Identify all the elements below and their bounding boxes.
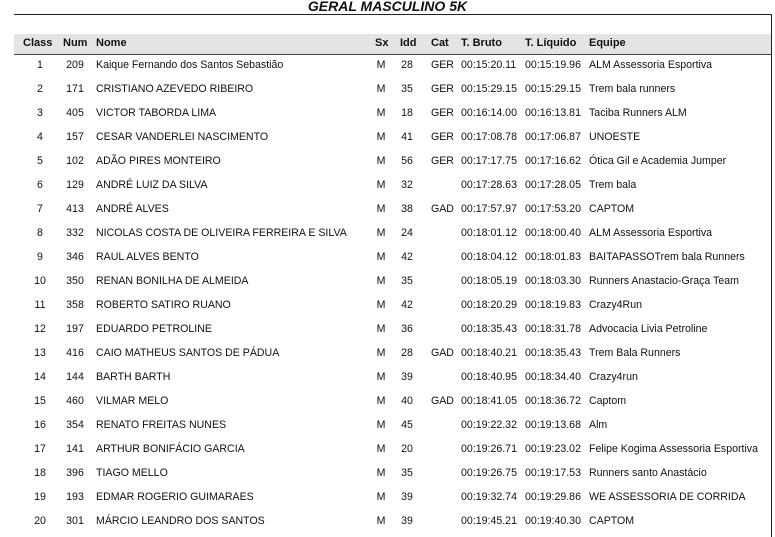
t-bruto-cell: 00:18:05.19 [461, 275, 517, 287]
t-bruto-cell: 00:18:40.21 [461, 347, 517, 359]
nome-cell: NICOLAS COSTA DE OLIVEIRA FERREIRA E SILVA [96, 227, 347, 239]
equipe-cell: CAPTOM [589, 515, 635, 527]
nome-cell: EDUARDO PETROLINE [96, 323, 212, 335]
t-liquido-cell: 00:18:35.43 [525, 347, 581, 359]
cat-cell: GER [431, 131, 454, 143]
num-cell: 193 [66, 491, 84, 503]
equipe-cell: Ótica Gil e Academia Jumper [589, 155, 727, 167]
t-liquido-cell: 00:19:23.02 [525, 443, 581, 455]
header-t-liquido: T. Líquido [525, 37, 577, 49]
equipe-cell: Advocacia Livia Petroline [589, 323, 708, 335]
num-cell: 171 [66, 83, 84, 95]
table-row [14, 222, 771, 246]
num-cell: 346 [66, 251, 84, 263]
t-liquido-cell: 00:15:19.96 [525, 59, 581, 71]
header-nome: Nome [96, 37, 127, 49]
class-cell: 7 [37, 203, 43, 215]
num-cell: 129 [66, 179, 84, 191]
cat-cell: GER [431, 59, 454, 71]
nome-cell: ANDRÉ LUIZ DA SILVA [96, 179, 208, 191]
equipe-cell: Trem bala [589, 179, 637, 191]
class-cell: 14 [34, 371, 46, 383]
num-cell: 405 [66, 107, 84, 119]
t-liquido-cell: 00:18:36.72 [525, 395, 581, 407]
equipe-cell: Taciba Runners ALM [589, 107, 687, 119]
table-row [14, 246, 771, 270]
equipe-cell: BAITAPASSOTrem bala Runners [589, 251, 745, 263]
sx-cell: M [376, 299, 386, 311]
table-row [14, 126, 771, 150]
page-title: GERAL MASCULINO 5K [307, 0, 468, 14]
nome-cell: RENATO FREITAS NUNES [96, 419, 227, 431]
class-cell: 18 [34, 467, 46, 479]
cat-cell: GAD [431, 203, 454, 215]
t-liquido-cell: 00:17:53.20 [525, 203, 581, 215]
num-cell: 102 [66, 155, 84, 167]
sx-cell: M [376, 371, 386, 383]
equipe-cell: CAPTOM [589, 203, 635, 215]
class-cell: 20 [34, 515, 46, 527]
t-liquido-cell: 00:18:03.30 [525, 275, 581, 287]
class-cell: 6 [37, 179, 43, 191]
idd-cell: 24 [401, 227, 413, 239]
equipe-cell: Crazy4Run [589, 299, 642, 311]
sx-cell: M [376, 107, 386, 119]
sx-cell: M [376, 59, 386, 71]
t-liquido-cell: 00:17:28.05 [525, 179, 581, 191]
t-bruto-cell: 00:15:29.15 [461, 83, 517, 95]
t-liquido-cell: 00:18:00.40 [525, 227, 581, 239]
nome-cell: ANDRÉ ALVES [96, 203, 169, 215]
nome-cell: MÁRCIO LEANDRO DOS SANTOS [96, 515, 265, 527]
t-bruto-cell: 00:19:26.75 [461, 467, 517, 479]
t-bruto-cell: 00:18:20.29 [461, 299, 517, 311]
equipe-cell: Runners Anastacio-Graça Team [589, 275, 739, 287]
table-row [14, 438, 771, 462]
idd-cell: 35 [401, 467, 413, 479]
equipe-cell: Alm [589, 419, 608, 431]
nome-cell: Kaique Fernando dos Santos Sebastião [96, 59, 284, 71]
num-cell: 354 [66, 419, 84, 431]
table-row [14, 342, 771, 366]
num-cell: 350 [66, 275, 84, 287]
sx-cell: M [376, 131, 386, 143]
nome-cell: BARTH BARTH [96, 371, 171, 383]
sx-cell: M [376, 395, 386, 407]
t-liquido-cell: 00:19:29.86 [525, 491, 581, 503]
idd-cell: 42 [401, 299, 413, 311]
idd-cell: 35 [401, 83, 413, 95]
table-row [14, 78, 771, 102]
equipe-cell: ALM Assessoria Esportiva [589, 59, 713, 71]
table-header [14, 34, 771, 55]
table-row [14, 150, 771, 174]
t-liquido-cell: 00:16:13.81 [525, 107, 581, 119]
idd-cell: 42 [401, 251, 413, 263]
sx-cell: M [376, 443, 386, 455]
table-row [14, 318, 771, 342]
t-liquido-cell: 00:19:13.68 [525, 419, 581, 431]
t-liquido-cell: 00:17:06.87 [525, 131, 581, 143]
table-row [14, 462, 771, 486]
class-cell: 2 [37, 83, 43, 95]
num-cell: 157 [66, 131, 84, 143]
nome-cell: VICTOR TABORDA LIMA [96, 107, 217, 119]
sx-cell: M [376, 347, 386, 359]
idd-cell: 32 [401, 179, 413, 191]
class-cell: 3 [37, 107, 43, 119]
class-cell: 1 [37, 59, 43, 71]
idd-cell: 35 [401, 275, 413, 287]
num-cell: 209 [66, 59, 84, 71]
nome-cell: CAIO MATHEUS SANTOS DE PÁDUA [96, 347, 280, 359]
sx-cell: M [376, 83, 386, 95]
t-bruto-cell: 00:16:14.00 [461, 107, 517, 119]
equipe-cell: Felipe Kogima Assessoria Esportiva [589, 443, 758, 455]
idd-cell: 28 [401, 59, 413, 71]
t-bruto-cell: 00:18:40.95 [461, 371, 517, 383]
nome-cell: ADÃO PIRES MONTEIRO [96, 155, 221, 167]
num-cell: 358 [66, 299, 84, 311]
sx-cell: M [376, 227, 386, 239]
t-bruto-cell: 00:18:01.12 [461, 227, 517, 239]
table-row [14, 270, 771, 294]
nome-cell: TIAGO MELLO [96, 467, 168, 479]
nome-cell: ARTHUR BONIFÁCIO GARCIA [96, 443, 245, 455]
idd-cell: 41 [401, 131, 413, 143]
equipe-cell: ALM Assessoria Esportiva [589, 227, 713, 239]
t-bruto-cell: 00:19:22.32 [461, 419, 517, 431]
t-liquido-cell: 00:19:17.53 [525, 467, 581, 479]
table-row [14, 510, 771, 534]
table-row [14, 486, 771, 510]
t-bruto-cell: 00:18:41.05 [461, 395, 517, 407]
table-row [14, 390, 771, 414]
sx-cell: M [376, 251, 386, 263]
header-class: Class [23, 37, 53, 49]
table-row [14, 198, 771, 222]
t-bruto-cell: 00:15:20.11 [461, 59, 517, 71]
nome-cell: CRISTIANO AZEVEDO RIBEIRO [96, 83, 254, 95]
class-cell: 11 [34, 299, 46, 311]
sx-cell: M [376, 275, 386, 287]
num-cell: 141 [66, 443, 84, 455]
t-bruto-cell: 00:17:17.75 [461, 155, 517, 167]
top-rule [14, 14, 771, 15]
t-liquido-cell: 00:17:16.62 [525, 155, 581, 167]
table-row [14, 366, 771, 390]
t-liquido-cell: 00:18:34.40 [525, 371, 581, 383]
t-bruto-cell: 00:17:08.78 [461, 131, 517, 143]
nome-cell: RENAN BONILHA DE ALMEIDA [96, 275, 249, 287]
idd-cell: 39 [401, 515, 413, 527]
num-cell: 460 [66, 395, 84, 407]
idd-cell: 20 [401, 443, 413, 455]
cat-cell: GER [431, 155, 454, 167]
equipe-cell: Runners santo Anastácio [589, 467, 707, 479]
num-cell: 144 [66, 371, 84, 383]
idd-cell: 39 [401, 371, 413, 383]
sx-cell: M [376, 515, 386, 527]
equipe-cell: UNOESTE [589, 131, 641, 143]
equipe-cell: Crazy4run [589, 371, 638, 383]
t-liquido-cell: 00:18:01.83 [525, 251, 581, 263]
t-bruto-cell: 00:17:28.63 [461, 179, 517, 191]
idd-cell: 39 [401, 491, 413, 503]
num-cell: 301 [66, 515, 84, 527]
idd-cell: 36 [401, 323, 413, 335]
class-cell: 8 [37, 227, 43, 239]
table-row [14, 294, 771, 318]
idd-cell: 38 [401, 203, 413, 215]
sx-cell: M [376, 323, 386, 335]
header-equipe: Equipe [589, 37, 626, 49]
num-cell: 413 [66, 203, 84, 215]
num-cell: 197 [66, 323, 84, 335]
nome-cell: EDMAR ROGERIO GUIMARAES [96, 491, 254, 503]
cat-cell: GER [431, 107, 454, 119]
num-cell: 416 [66, 347, 84, 359]
header-cat: Cat [431, 37, 449, 49]
right-border [771, 14, 772, 537]
header-num: Num [63, 37, 88, 49]
nome-cell: RAUL ALVES BENTO [96, 251, 199, 263]
sx-cell: M [376, 419, 386, 431]
t-bruto-cell: 00:18:35.43 [461, 323, 517, 335]
class-cell: 12 [34, 323, 46, 335]
idd-cell: 18 [401, 107, 413, 119]
table-row [14, 174, 771, 198]
sx-cell: M [376, 179, 386, 191]
sx-cell: M [376, 491, 386, 503]
idd-cell: 45 [401, 419, 413, 431]
table-row [14, 414, 771, 438]
header-t-bruto: T. Bruto [461, 37, 502, 49]
nome-cell: VILMAR MELO [96, 395, 169, 407]
idd-cell: 40 [401, 395, 413, 407]
table-row [14, 102, 771, 126]
cat-cell: GAD [431, 347, 454, 359]
idd-cell: 28 [401, 347, 413, 359]
t-liquido-cell: 00:18:19.83 [525, 299, 581, 311]
t-bruto-cell: 00:18:04.12 [461, 251, 517, 263]
cat-cell: GAD [431, 395, 454, 407]
equipe-cell: WE ASSESSORIA DE CORRIDA [589, 491, 746, 503]
nome-cell: ROBERTO SATIRO RUANO [96, 299, 231, 311]
t-liquido-cell: 00:19:40.30 [525, 515, 581, 527]
t-bruto-cell: 00:19:32.74 [461, 491, 517, 503]
sx-cell: M [376, 203, 386, 215]
class-cell: 15 [34, 395, 46, 407]
class-cell: 13 [34, 347, 46, 359]
header-idd: Idd [400, 37, 417, 49]
class-cell: 5 [37, 155, 43, 167]
equipe-cell: Trem Bala Runners [589, 347, 681, 359]
num-cell: 396 [66, 467, 84, 479]
sx-cell: M [376, 467, 386, 479]
t-bruto-cell: 00:19:45.21 [461, 515, 517, 527]
class-cell: 19 [34, 491, 46, 503]
equipe-cell: Captom [589, 395, 627, 407]
idd-cell: 56 [401, 155, 413, 167]
t-bruto-cell: 00:17:57.97 [461, 203, 517, 215]
class-cell: 4 [37, 131, 43, 143]
equipe-cell: Trem bala runners [589, 83, 676, 95]
nome-cell: CESAR VANDERLEI NASCIMENTO [96, 131, 269, 143]
header-sx: Sx [375, 37, 389, 49]
table-row [14, 54, 771, 78]
t-bruto-cell: 00:19:26.71 [461, 443, 517, 455]
class-cell: 17 [34, 443, 46, 455]
cat-cell: GER [431, 83, 454, 95]
t-liquido-cell: 00:18:31.78 [525, 323, 581, 335]
num-cell: 332 [66, 227, 84, 239]
class-cell: 10 [34, 275, 46, 287]
sx-cell: M [376, 155, 386, 167]
class-cell: 16 [34, 419, 46, 431]
t-liquido-cell: 00:15:29.15 [525, 83, 581, 95]
class-cell: 9 [37, 251, 43, 263]
